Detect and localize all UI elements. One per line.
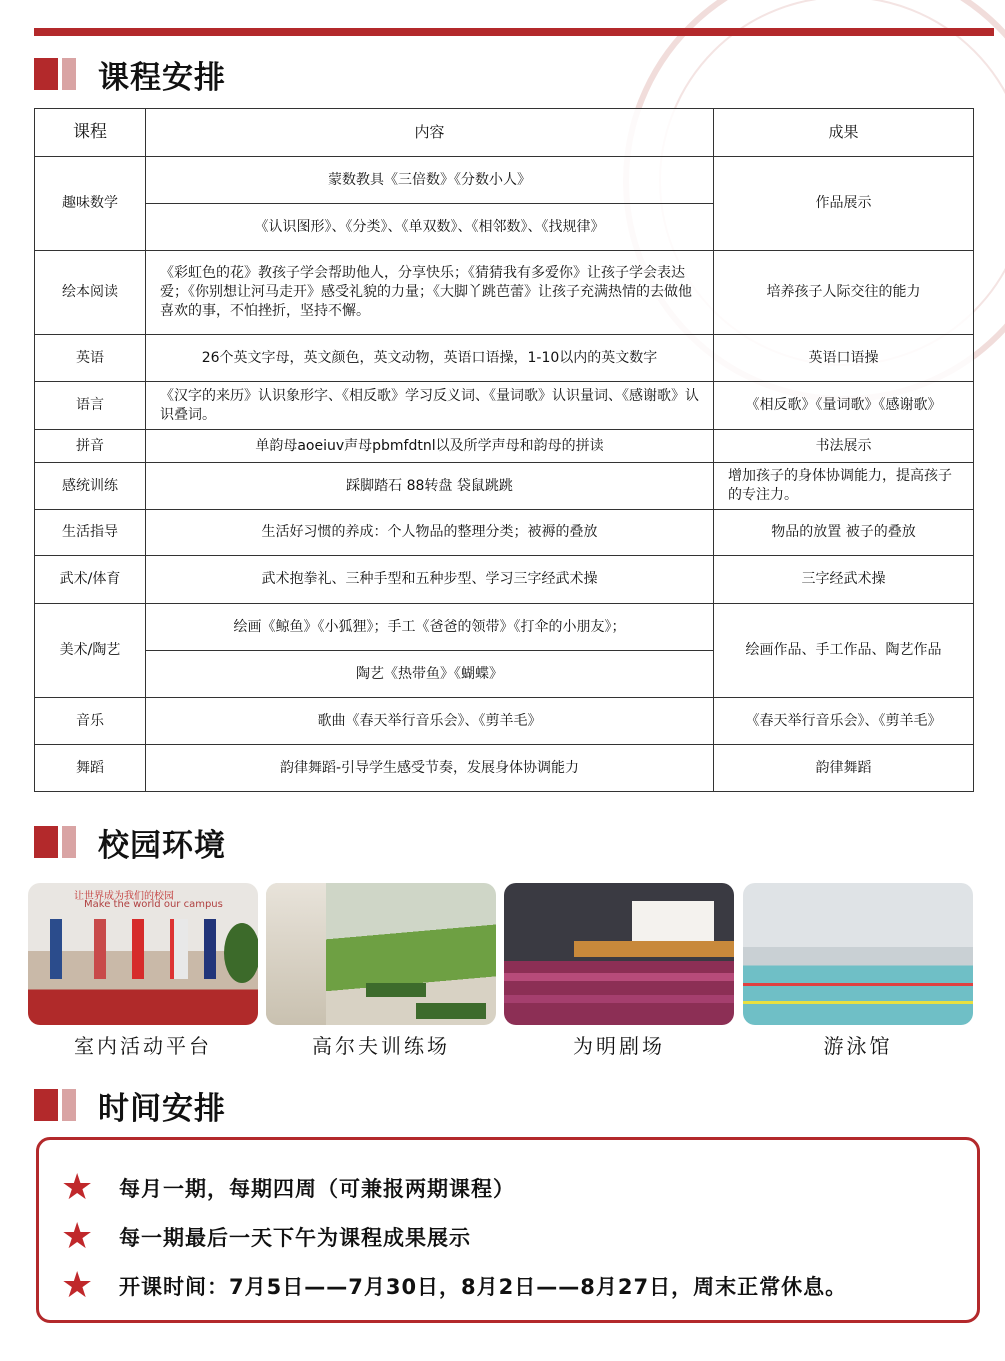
course-name: 绘本阅读 <box>35 251 146 335</box>
schedule-item: ★ 每一期最后一天下午为课程成果展示 <box>61 1216 471 1257</box>
table-row <box>35 430 974 463</box>
campus-photo-strip <box>28 883 973 1063</box>
course-content: 《汉字的来历》认识象形字、《相反歌》学习反义词、《量词歌》认识量词、《感谢歌》认识叠词。 <box>146 382 714 430</box>
table-header-row <box>35 109 974 157</box>
table-row <box>35 335 974 382</box>
table-row <box>35 604 974 651</box>
table-row <box>35 251 974 335</box>
course-content: 歌曲《春天举行音乐会》、《剪羊毛》 <box>146 698 714 745</box>
table-row <box>35 157 974 204</box>
course-result: 培养孩子人际交往的能力 <box>714 251 974 335</box>
course-result: 《相反歌》《量词歌》《感谢歌》 <box>714 382 974 430</box>
course-content: 《彩虹色的花》教孩子学会帮助他人，分享快乐；《猜猜我有多爱你》让孩子学会表达爱；《你别想让河马走开》感受礼貌的力量；《大脚丫跳芭蕾》让孩子充满热情的去做他喜欢的事，不怕挫折，坚持不懈。 <box>146 251 714 335</box>
course-name: 美术/陶艺 <box>35 604 146 698</box>
schedule-item: ★ 每月一期，每期四周（可兼报两期课程） <box>61 1167 515 1208</box>
section-marker-icon <box>34 1089 76 1121</box>
photo-swimming-pool <box>743 883 973 1059</box>
schedule-item: ★ 开课时间：7月5日——7月30日，8月2日——8月27日，周末正常休息。 <box>61 1265 848 1306</box>
course-content: 《认识图形》、《分类》、《单双数》、《相邻数》、《找规律》 <box>146 204 714 251</box>
star-icon: ★ <box>61 1216 94 1257</box>
course-result: 三字经武术操 <box>714 556 974 604</box>
theater-image <box>504 883 734 1025</box>
course-result: 《春天举行音乐会》、《剪羊毛》 <box>714 698 974 745</box>
course-name: 英语 <box>35 335 146 382</box>
course-result: 韵律舞蹈 <box>714 745 974 792</box>
course-name: 拼音 <box>35 430 146 463</box>
course-content: 韵律舞蹈-引导学生感受节奏，发展身体协调能力 <box>146 745 714 792</box>
course-content: 武术抱拳礼、三种手型和五种步型、学习三字经武术操 <box>146 556 714 604</box>
course-content: 陶艺《热带鱼》《蝴蝶》 <box>146 651 714 698</box>
section-marker-icon <box>34 826 76 858</box>
course-result: 书法展示 <box>714 430 974 463</box>
course-name: 趣味数学 <box>35 157 146 251</box>
photo-golf-range <box>266 883 496 1059</box>
section-header-time <box>34 1085 226 1125</box>
table-row <box>35 510 974 556</box>
section-header-course <box>34 54 226 94</box>
course-result: 绘画作品、手工作品、陶艺作品 <box>714 604 974 698</box>
course-table <box>34 108 974 792</box>
header-content: 内容 <box>146 109 714 157</box>
table-row <box>35 463 974 510</box>
header-course: 课程 <box>35 109 146 157</box>
course-content: 生活好习惯的养成：个人物品的整理分类；被褥的叠放 <box>146 510 714 556</box>
photo-caption: 高尔夫训练场 <box>312 1034 450 1058</box>
course-content: 26个英文字母，英文颜色，英文动物，英语口语操，1-10以内的英文数字 <box>146 335 714 382</box>
course-name: 舞蹈 <box>35 745 146 792</box>
photo-theater <box>504 883 734 1059</box>
golf-range-image <box>266 883 496 1025</box>
section-marker-icon <box>34 58 76 90</box>
course-content: 单韵母aoeiuv声母pbmfdtnl以及所学声母和韵母的拼读 <box>146 430 714 463</box>
indoor-platform-image: 让世界成为我们的校园 Make the world our campus <box>28 883 258 1025</box>
top-accent-bar <box>34 28 994 36</box>
course-result: 物品的放置 被子的叠放 <box>714 510 974 556</box>
photo-caption: 室内活动平台 <box>74 1034 212 1058</box>
section-title-time: 时间安排 <box>98 1090 226 1127</box>
photo-caption: 为明剧场 <box>573 1034 665 1058</box>
course-name: 武术/体育 <box>35 556 146 604</box>
course-result: 增加孩子的身体协调能力，提高孩子的专注力。 <box>714 463 974 510</box>
course-content: 绘画《鲸鱼》《小狐狸》；手工《爸爸的领带》《打伞的小朋友》； <box>146 604 714 651</box>
star-icon: ★ <box>61 1167 94 1208</box>
course-name: 感统训练 <box>35 463 146 510</box>
photo-indoor-platform <box>28 883 258 1059</box>
course-name: 音乐 <box>35 698 146 745</box>
table-row <box>35 698 974 745</box>
section-title-campus: 校园环境 <box>98 827 226 864</box>
star-icon: ★ <box>61 1265 94 1306</box>
section-title-course: 课程安排 <box>98 59 226 96</box>
course-result: 英语口语操 <box>714 335 974 382</box>
course-name: 语言 <box>35 382 146 430</box>
table-row <box>35 556 974 604</box>
photo-caption: 游泳馆 <box>823 1034 893 1058</box>
course-content: 踩脚踏石 88转盘 袋鼠跳跳 <box>146 463 714 510</box>
course-result: 作品展示 <box>714 157 974 251</box>
table-row <box>35 382 974 430</box>
table-row <box>35 745 974 792</box>
section-header-campus <box>34 822 226 862</box>
course-name: 生活指导 <box>35 510 146 556</box>
course-content: 蒙数教具《三倍数》《分数小人》 <box>146 157 714 204</box>
schedule-box <box>36 1137 980 1323</box>
header-result: 成果 <box>714 109 974 157</box>
swimming-pool-image <box>743 883 973 1025</box>
